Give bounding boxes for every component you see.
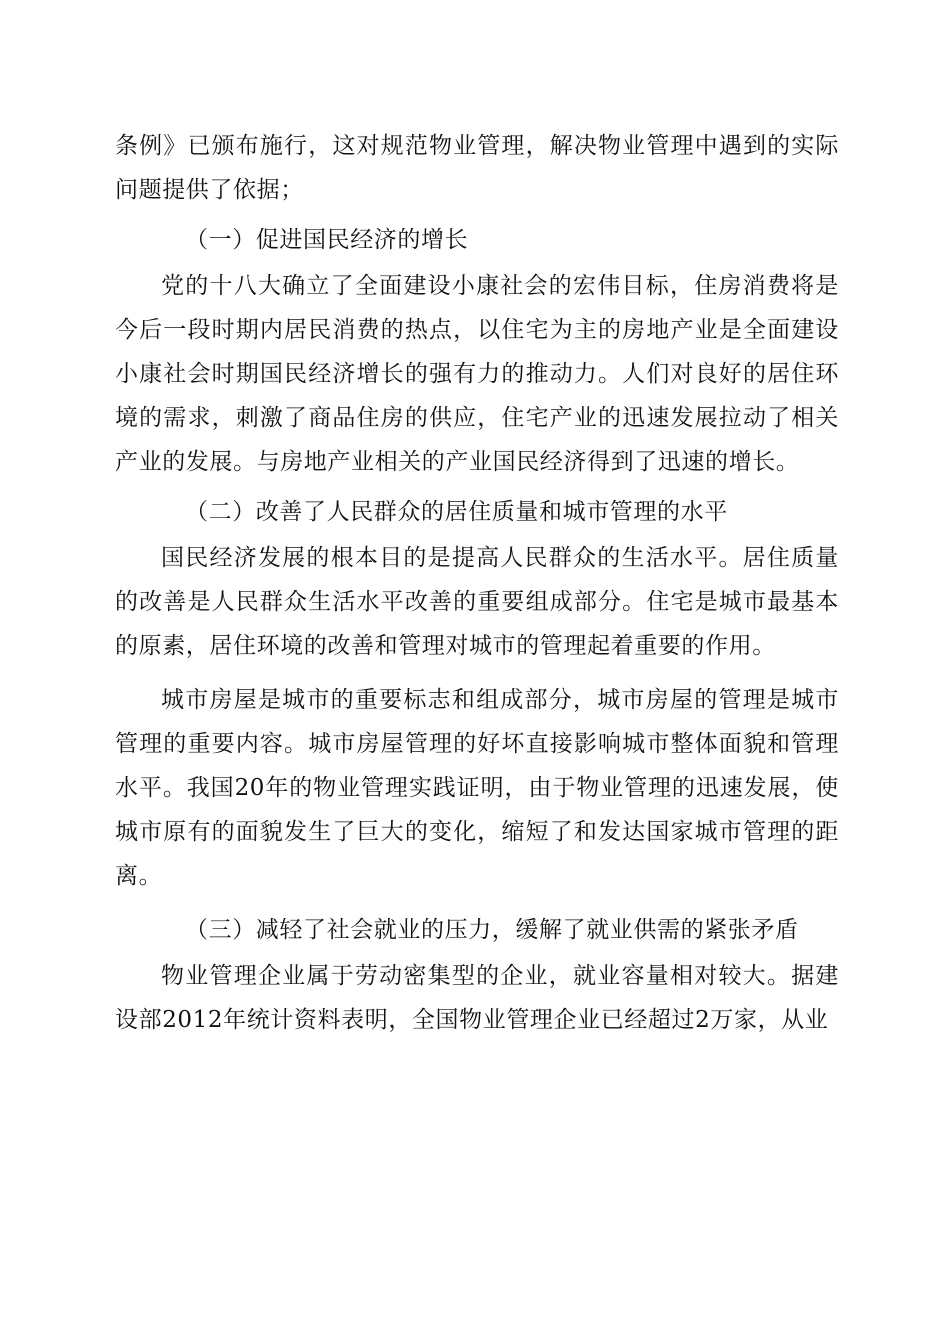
- section-heading-3: （三）减轻了社会就业的压力，缓解了就业供需的紧张矛盾: [185, 917, 799, 943]
- paragraph-living-quality: 国民经济发展的根本目的是提高人民群众的生活水平。居住质量的改善是人民群众生活水平改善的重要组成部分。住宅是城市最基本的原素，居住环境的改善和管理对城市的管理起着重要的作用。: [115, 545, 839, 659]
- paragraph-employment: 物业管理企业属于劳动密集型的企业，就业容量相对较大。据建设部2012年统计资料表明，全国物业管理企业已经超过2万家，从业: [115, 963, 839, 1033]
- section-heading-2: （二）改善了人民群众的居住质量和城市管理的水平: [185, 499, 728, 525]
- continuation-paragraph: 条例》已颁布施行，这对规范物业管理，解决物业管理中遇到的实际问题提供了依据；: [115, 133, 839, 203]
- paragraph-economic-growth: 党的十八大确立了全面建设小康社会的宏伟目标，住房消费将是今后一段时期内居民消费的热点，以住宅为主的房地产业是全面建设小康社会时期国民经济增长的强有力的推动力。人们对良好的居住环境的需求，刺激了商品住房的供应，住宅产业的迅速发展拉动了相关产业的发展。与房地产业相关的产业国民经济得到了迅速的增长。: [115, 273, 839, 475]
- document-body: [115, 124, 839, 1042]
- section-heading-1: （一）促进国民经济的增长: [185, 227, 469, 253]
- paragraph-urban-housing: 城市房屋是城市的重要标志和组成部分，城市房屋的管理是城市管理的重要内容。城市房屋管理的好坏直接影响城市整体面貌和管理水平。我国20年的物业管理实践证明，由于物业管理的迅速发展，使城市原有的面貌发生了巨大的变化，缩短了和发达国家城市管理的距离。: [115, 687, 839, 889]
